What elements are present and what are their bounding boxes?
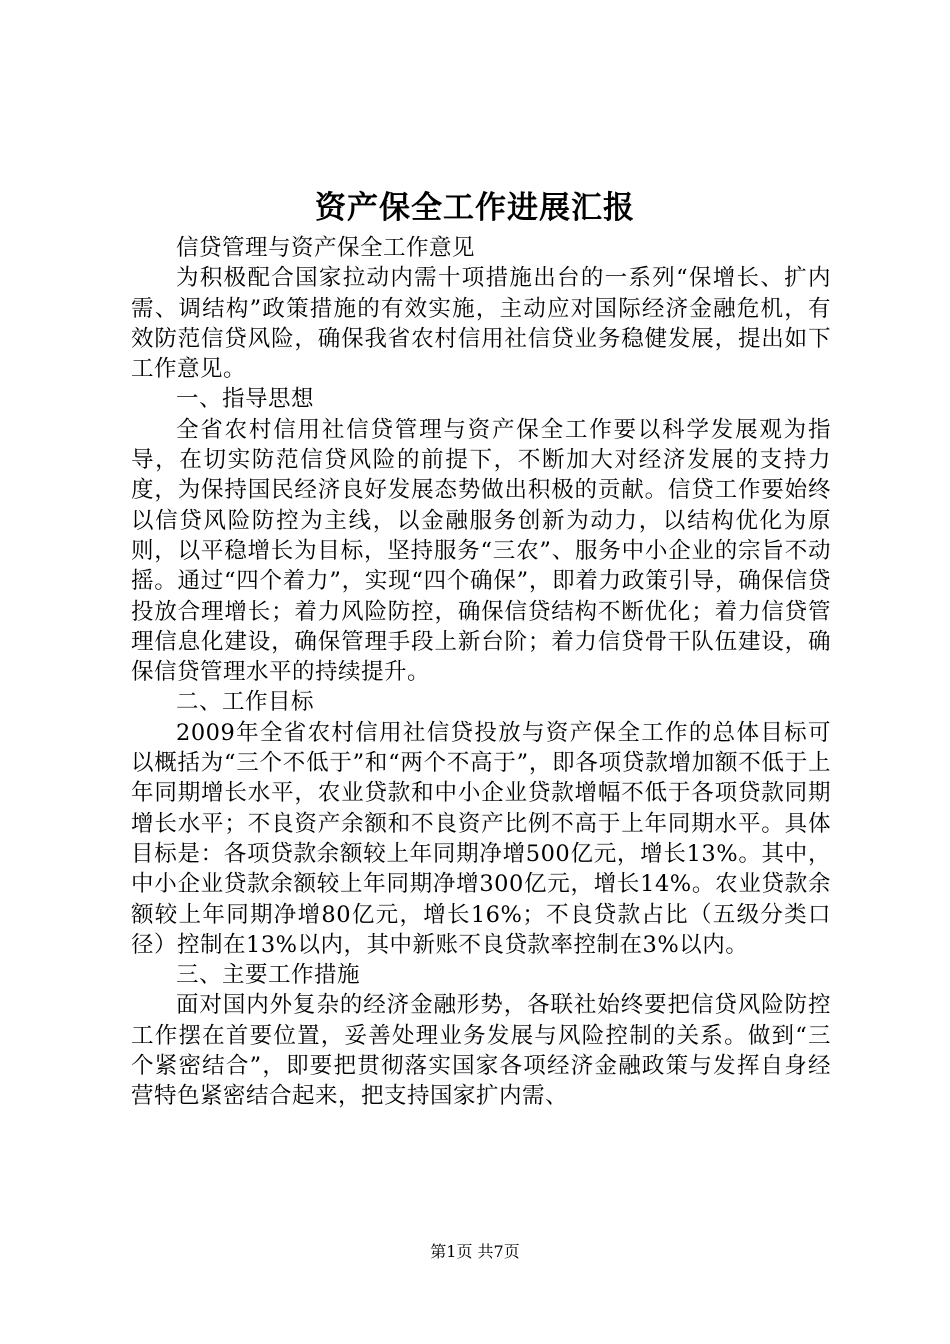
paragraph-work-goals: 2009年全省农村信用社信贷投放与资产保全工作的总体目标可以概括为“三个不低于”和“两个不高于”，即各项贷款增加额不低于上年同期增长水平，农业贷款和中小企业贷款增幅不低于各项贷款同期增长水平；不良资产余额和不良资产比例不高于上年同期水平。具体目标是：各项贷款余额较上年同期净增500亿元，增长13%。其中，中小企业贷款余额较上年同期净增300亿元，增长14%。农业贷款余额较上年同期净增80亿元，增长16%；不良贷款占比（五级分类口径）控制在13%以内，其中新账不良贷款率控制在3%以内。: [131, 719, 831, 958]
page-footer: 第1页 共7页: [430, 1242, 520, 1261]
section-heading-main-measures: 三、主要工作措施: [176, 962, 361, 989]
document-body: [131, 233, 831, 1112]
section-heading-guiding-thought: 一、指导思想: [176, 386, 315, 413]
section-heading-work-goals: 二、工作目标: [176, 689, 315, 716]
paragraph-intro: 为积极配合国家拉动内需十项措施出台的一系列“保增长、扩内需、调结构”政策措施的有效实施，主动应对国际经济金融危机，有效防范信贷风险，确保我省农村信用社信贷业务稳健发展，提出如下工作意见。: [131, 265, 831, 383]
paragraph-main-measures: 面对国内外复杂的经济金融形势，各联社始终要把信贷风险防控工作摆在首要位置，妥善处理业务发展与风险控制的关系。做到“三个紧密结合”，即要把贯彻落实国家各项经济金融政策与发挥自身经营特色紧密结合起来，把支持国家扩内需、: [131, 992, 831, 1110]
document-title: 资产保全工作进展汇报: [315, 190, 635, 226]
paragraph-guiding-thought: 全省农村信用社信贷管理与资产保全工作要以科学发展观为指导，在切实防范信贷风险的前提下，不断加大对经济发展的支持力度，为保持国民经济良好发展态势做出积极的贡献。信贷工作要始终以信贷风险防控为主线，以金融服务创新为动力，以结构优化为原则，以平稳增长为目标，坚持服务“三农”、服务中小企业的宗旨不动摇。通过“四个着力”，实现“四个确保”，即着力政策引导，确保信贷投放合理增长；着力风险防控，确保信贷结构不断优化；着力信贷管理信息化建设，确保管理手段上新台阶；着力信贷骨干队伍建设，确保信贷管理水平的持续提升。: [131, 416, 831, 686]
paragraph-subtitle: 信贷管理与资产保全工作意见: [176, 235, 476, 261]
